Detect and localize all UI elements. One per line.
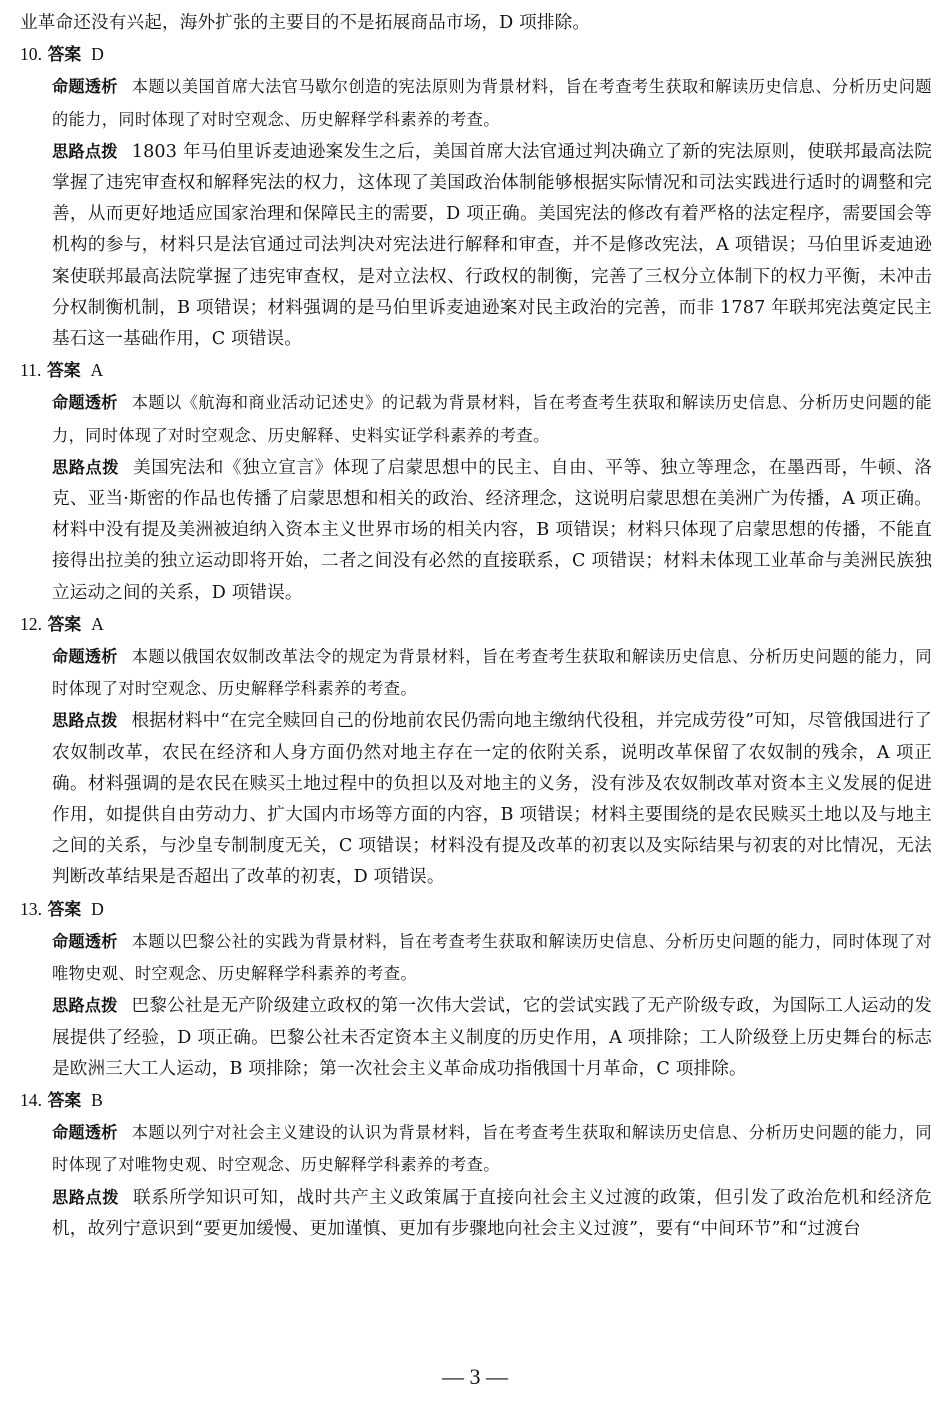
intent-paragraph	[20, 1117, 932, 1181]
analysis-text: 美国宪法和《独立宣言》体现了启蒙思想中的民主、自由、平等、独立等理念，在墨西哥，牛顿、洛克、亚当·斯密的作品也传播了启蒙思想和相关的政治、经济理念，这说明启蒙思想在美洲广为传播，A 项正确。材料中没有提及美洲被迫纳入资本主义世界市场的相关内容，B 项错误；材料只体现了启蒙思想的传播，不能直接得出拉美的独立运动即将开始，二者之间没有必然的直接联系，C 项错误；材料未体现工业革命与美洲民族独立运动之间的关系，D 项错误。	[52, 457, 932, 603]
answer-label: 答案	[47, 613, 82, 634]
question-number: 12.	[20, 613, 42, 634]
intent-text: 本题以美国首席大法官马歇尔创造的宪法原则为背景材料，旨在考查考生获取和解读历史信息、分析历史问题的能力，同时体现了对时空观念、历史解释学科素养的考查。	[52, 77, 932, 129]
intent-text: 本题以列宁对社会主义建设的认识为背景材料，旨在考查考生获取和解读历史信息、分析历史问题的能力，同时体现了对唯物史观、时空观念、历史解释学科素养的考查。	[52, 1123, 932, 1175]
intent-text: 本题以《航海和商业活动记述史》的记载为背景材料，旨在考查考生获取和解读历史信息、分析历史问题的能力，同时体现了对时空观念、历史解释、史料实证学科素养的考查。	[52, 393, 932, 445]
analysis-label: 思路点拨	[52, 996, 118, 1016]
intent-paragraph	[20, 926, 932, 990]
question-11	[20, 355, 932, 609]
intent-label: 命题透析	[52, 1123, 118, 1143]
analysis-paragraph	[20, 136, 932, 355]
answer-label: 答案	[46, 360, 81, 381]
question-13	[20, 894, 932, 1085]
intent-label: 命题透析	[52, 647, 118, 667]
intent-paragraph	[20, 641, 932, 705]
answer-line	[20, 1085, 932, 1117]
answer-value: A	[91, 613, 104, 634]
intent-label: 命题透析	[52, 77, 118, 97]
analysis-text: 根据材料中“在完全赎回自己的份地前农民仍需向地主缴纳代役租，并完成劳役”可知，尽管俄国进行了农奴制改革，农民在经济和人身方面仍然对地主存在一定的依附关系，说明改革保留了农奴制的残余，A 项正确。材料强调的是农民在赎买土地过程中的负担以及对地主的义务，没有涉及农奴制改革对资本主义发展的促进作用，如提供自由劳动力、扩大国内市场等方面的内容，B 项错误；材料主要围绕的是农民赎买土地以及与地主之间的关系，与沙皇专制制度无关，C 项错误；材料没有提及改革的初衷以及实际结果与初衷的对比情况，无法判断改革结果是否超出了改革的初衷，D 项错误。	[52, 711, 932, 888]
question-10	[20, 39, 932, 355]
intent-text: 本题以巴黎公社的实践为背景材料，旨在考查考生获取和解读历史信息、分析历史问题的能力，同时体现了对唯物史观、时空观念、历史解释学科素养的考查。	[52, 931, 932, 984]
intent-text: 本题以俄国农奴制改革法令的规定为背景材料，旨在考查考生获取和解读历史信息、分析历史问题的能力，同时体现了对时空观念、历史解释学科素养的考查。	[52, 647, 932, 699]
answer-line	[20, 609, 932, 641]
question-12	[20, 609, 932, 894]
analysis-label: 思路点拨	[52, 711, 118, 731]
question-number: 14.	[20, 1089, 42, 1110]
question-number: 13.	[20, 898, 42, 919]
answer-value: D	[91, 44, 104, 65]
answer-sheet-page	[20, 8, 932, 1245]
answer-line	[20, 39, 932, 71]
analysis-label: 思路点拨	[52, 141, 118, 161]
answer-label: 答案	[47, 1089, 82, 1110]
answer-label: 答案	[47, 44, 82, 65]
analysis-paragraph	[20, 990, 932, 1085]
answer-label: 答案	[47, 898, 82, 919]
answer-line	[20, 355, 932, 387]
analysis-label: 思路点拨	[52, 1187, 120, 1207]
analysis-text: 联系所学知识可知，战时共产主义政策属于直接向社会主义过渡的政策，但引发了政治危机和经济危机，故列宁意识到“要更加缓慢、更加谨慎、更加有步骤地向社会主义过渡”，要有“中间环节”和“过渡台	[52, 1187, 932, 1239]
intent-paragraph	[20, 387, 932, 451]
analysis-text: 巴黎公社是无产阶级建立政权的第一次伟大尝试，它的尝试实践了无产阶级专政，为国际工人运动的发展提供了经验，D 项正确。巴黎公社未否定资本主义制度的历史作用，A 项排除；工人阶级登上历史舞台的标志是欧洲三大工人运动，B 项排除；第一次社会主义革命成功指俄国十月革命，C 项排除。	[52, 996, 932, 1079]
question-number: 10.	[20, 44, 42, 65]
analysis-paragraph	[20, 452, 932, 609]
answer-value: D	[91, 898, 104, 919]
analysis-text: 1803 年马伯里诉麦迪逊案发生之后，美国首席大法官通过判决确立了新的宪法原则，使联邦最高法院掌握了违宪审查权和解释宪法的权力，这体现了美国政治体制能够根据实际情况和司法实践进行适时的调整和完善，从而更好地适应国家治理和保障民主的需要，D 项正确。美国宪法的修改有着严格的法定程序，需要国会等机构的参与，材料只是法官通过司法判决对宪法进行解释和审查，并不是修改宪法，A 项错误；马伯里诉麦迪逊案使联邦最高法院掌握了违宪审查权，是对立法权、行政权的制衡，完善了三权分立体制下的权力平衡，未冲击分权制衡机制，B 项错误；材料强调的是马伯里诉麦迪逊案对民主政治的完善，而非 1787 年联邦宪法奠定民主基石这一基础作用，C 项错误。	[52, 141, 933, 350]
intent-label: 命题透析	[52, 393, 118, 413]
question-14	[20, 1085, 932, 1245]
answer-value: A	[90, 360, 104, 381]
analysis-label: 思路点拨	[52, 457, 120, 477]
analysis-paragraph	[20, 1182, 932, 1245]
answer-line	[20, 894, 932, 926]
answer-value: B	[91, 1089, 103, 1110]
question-number: 11.	[20, 360, 42, 381]
intent-label: 命题透析	[52, 931, 118, 951]
intent-paragraph	[20, 71, 932, 135]
analysis-paragraph	[20, 705, 932, 893]
continued-text-line: 业革命还没有兴起，海外扩张的主要目的不是拓展商品市场，D 项排除。	[20, 13, 591, 33]
page-number: — 3 —	[442, 1364, 508, 1389]
